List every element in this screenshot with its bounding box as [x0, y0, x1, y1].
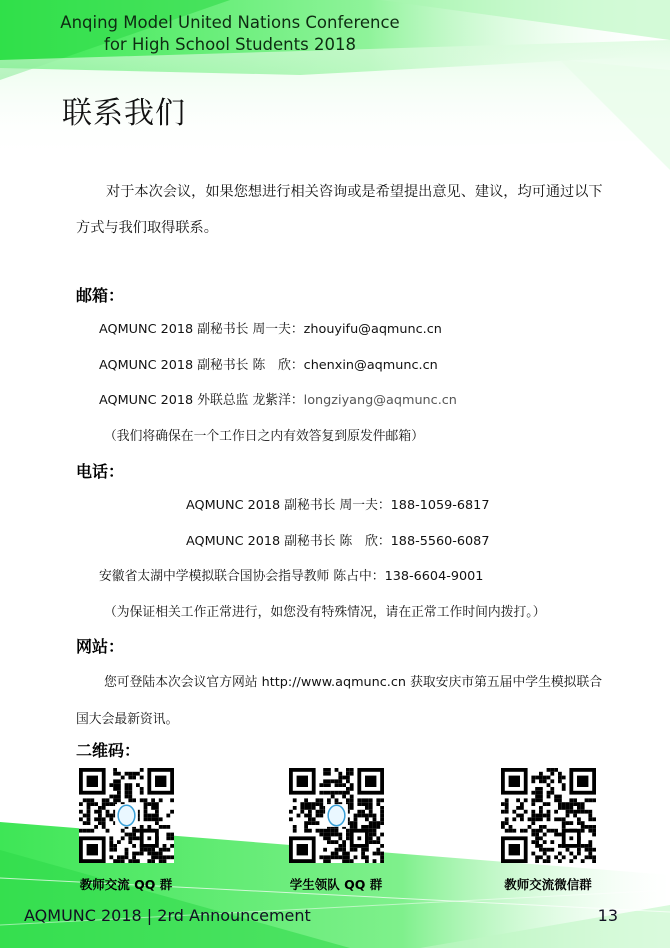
qr-label-teacher-wechat: 教师交流微信群	[504, 877, 592, 892]
page-title: 联系我们	[62, 96, 186, 131]
qr-heading: 二维码：	[76, 741, 141, 760]
phone-line-1: AQMUNC 2018 副秘书长 周一夫：188-1059-6817	[186, 498, 490, 513]
qr-block-teacher-wechat	[488, 768, 608, 893]
qr-code-teacher-qq[interactable]	[79, 768, 174, 863]
phone-heading: 电话：	[76, 462, 125, 481]
email-address-longziyang: longziyang@aqmunc.cn	[303, 393, 457, 408]
qr-label-teacher-qq: 教师交流 QQ 群	[79, 877, 173, 892]
qr-code-teacher-wechat[interactable]	[501, 768, 596, 863]
qr-label-student-qq: 学生领队 QQ 群	[289, 877, 383, 892]
email-line-1: AQMUNC 2018 副秘书长 周一夫：zhouyifu@aqmunc.cn	[99, 322, 442, 337]
website-paragraph: 您可登陆本次会议官方网站 http://www.aqmunc.cn 获取安庆市第五届中学生模拟联合国大会最新资讯。	[76, 675, 603, 727]
qr-block-student-qq	[276, 768, 396, 893]
qr-block-teacher-qq	[66, 768, 186, 893]
email-line-3-role: AQMUNC 2018 外联总监 龙紫洋：	[99, 393, 304, 408]
website-heading: 网站：	[76, 637, 125, 656]
email-line-3	[99, 389, 457, 408]
email-heading: 邮箱：	[76, 286, 125, 305]
phone-note: （为保证相关工作正常进行，如您没有特殊情况，请在正常工作时间内拨打。）	[104, 605, 546, 620]
intro-paragraph: 对于本次会议，如果您想进行相关咨询或是希望提出意见、建议，均可通过以下方式与我们取得联系。	[76, 184, 603, 236]
email-note: （我们将确保在一个工作日之内有效答复到原发件邮箱）	[104, 429, 424, 444]
email-line-2: AQMUNC 2018 副秘书长 陈 欣：chenxin@aqmunc.cn	[99, 358, 438, 373]
page-number: 13	[597, 906, 618, 925]
footer-title: AQMUNC 2018 | 2rd Announcement	[24, 906, 311, 925]
phone-line-3: 安徽省太湖中学模拟联合国协会指导教师 陈占中：138-6604-9001	[99, 569, 484, 584]
conference-title: Anqing Model United Nations Conference for High School Students 2018	[60, 13, 400, 54]
qr-code-student-qq[interactable]	[289, 768, 384, 863]
phone-line-2: AQMUNC 2018 副秘书长 陈 欣：188-5560-6087	[186, 534, 490, 549]
